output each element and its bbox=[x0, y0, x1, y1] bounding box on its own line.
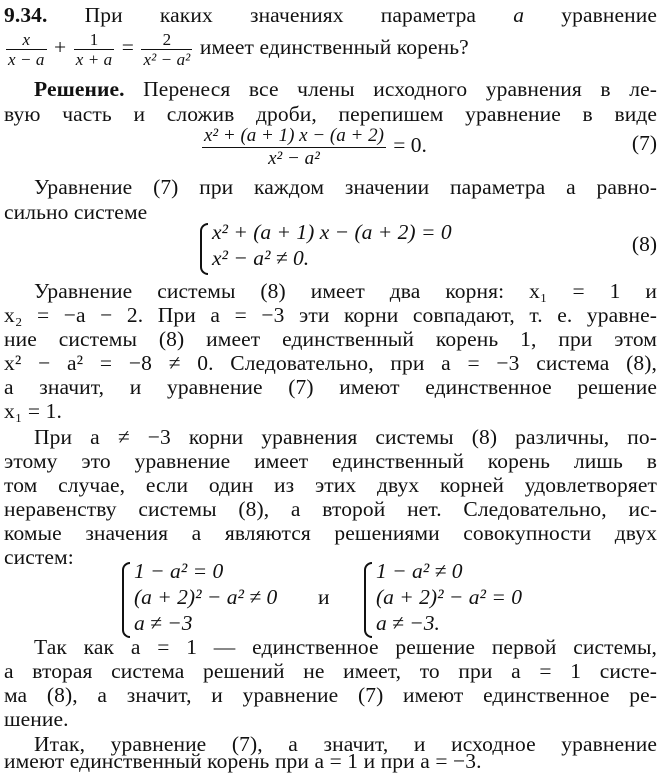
para3-line: x₂ = −a − 2. При a = −3 эти корни совпадают, т. е. уравне- bbox=[4, 303, 657, 327]
para2-line-1: Уравнение (7) при каждом значении параметра a равно- bbox=[34, 175, 657, 199]
para3-line: а значит, и уравнение (7) имеют единственное решение bbox=[4, 375, 657, 399]
para4-line: комые значения a являются решениями совокупности двух bbox=[4, 521, 657, 545]
problem-number: 9.34. bbox=[4, 3, 48, 27]
para5-line: ма (8), а значит, и уравнение (7) имеют единственное ре- bbox=[4, 683, 657, 707]
conjunction: и bbox=[318, 585, 330, 609]
brace bbox=[364, 562, 372, 638]
para4-line: систем: bbox=[4, 545, 74, 569]
problem-line-1: 9.34. При каких значениях параметра a уравнение bbox=[4, 3, 657, 27]
para6-line: имеют единственный корень при a = 1 и при a = −3. bbox=[4, 749, 482, 773]
para4-line: том случае, если один из этих двух корней удовлетворяет bbox=[4, 473, 657, 497]
para3-line: x₁ = 1. bbox=[4, 399, 62, 423]
para3-line: x² − a² = −8 ≠ 0. Следовательно, при a = −3 система (8), bbox=[4, 351, 657, 375]
para2-line-2: сильно системе bbox=[4, 200, 148, 224]
fraction: $\frac{2}{\text{x² − a²}}$ bbox=[143, 29, 191, 69]
para3-line: ние системы (8) имеет единственный корень 1, при этом bbox=[4, 327, 657, 351]
para3-line: Уравнение системы (8) имеет два корня: x₁ = 1 и bbox=[34, 279, 657, 303]
para5-line: Так как a = 1 — единственное решение первой системы, bbox=[34, 635, 657, 659]
brace bbox=[122, 562, 130, 638]
problem-equation: $\frac{x}{x - a}$ + $\frac{1}{x + a}$ = $\frac{2}{\text{x² − a²}}$ имеет единственный корень? bbox=[8, 29, 469, 69]
solution-line-1: Решение. Перенеся все члены исходного уравнения в ле- bbox=[34, 77, 657, 101]
brace bbox=[200, 223, 208, 275]
para6-line: Итак, уравнение (7), а значит, и исходное уравнение bbox=[34, 732, 657, 756]
system-b: 1 − a² ≠ 0 (a + 2)² − a² = 0 a ≠ −3. bbox=[364, 558, 522, 636]
fraction: $\frac{x}{x - a}$ bbox=[8, 29, 45, 69]
para4-line: этому это уравнение имеет единственный корень лишь в bbox=[4, 449, 657, 473]
equation-7: $\frac{\text{x² + (a + 1) x − (a + 2)}}{\text{x² − a²}}$ = 0. bbox=[204, 124, 427, 169]
solution-heading: Решение. bbox=[34, 77, 125, 101]
solution-line-2: вую часть и сложив дроби, перепишем уравнение в виде bbox=[4, 102, 657, 126]
para5-line: шение. bbox=[4, 707, 69, 731]
system-8: x² + (a + 1) x − (a + 2) = 0 x² − a² ≠ 0. bbox=[200, 219, 452, 271]
fraction: $\frac{\text{x² + (a + 1) x − (a + 2)}}{\text{x² − a²}}$ bbox=[204, 124, 384, 169]
system-a: 1 − a² = 0 (a + 2)² − a² ≠ 0 a ≠ −3 bbox=[122, 558, 277, 636]
fraction: $\frac{1}{x + a}$ bbox=[75, 29, 113, 69]
para4-line: неравенству системы (8), а второй нет. Следовательно, ис- bbox=[4, 497, 657, 521]
equation-label-8: (8) bbox=[631, 232, 657, 256]
para5-line: а вторая система решений не имеет, то при a = 1 систе- bbox=[4, 659, 657, 683]
para4-line: При a ≠ −3 корни уравнения системы (8) различны, по- bbox=[34, 425, 657, 449]
equation-label-7: (7) bbox=[631, 131, 657, 155]
